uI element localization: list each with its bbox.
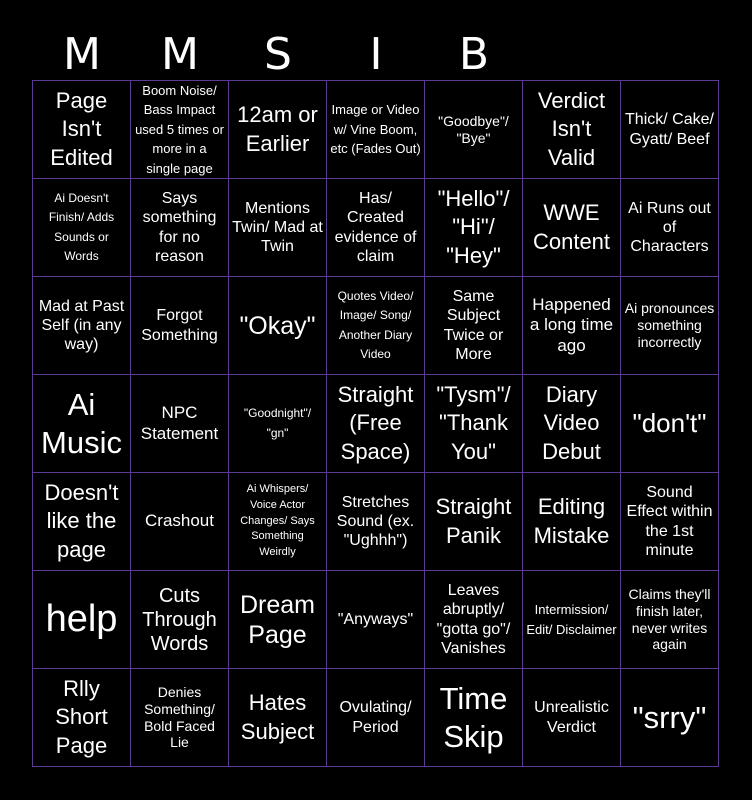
bingo-cell[interactable]: Stretches Sound (ex. "Ughhh") [327, 473, 425, 571]
bingo-cell[interactable]: "Hello"/ "Hi"/ "Hey" [425, 179, 523, 277]
bingo-cell[interactable]: Doesn't like the page [33, 473, 131, 571]
bingo-cell[interactable]: Boom Noise/ Bass Impact used 5 times or more in a single page [131, 81, 229, 179]
bingo-cell[interactable]: "Goodbye"/ "Bye" [425, 81, 523, 179]
bingo-cell[interactable]: Says something for no reason [131, 179, 229, 277]
bingo-cell[interactable]: Sound Effect within the 1st minute [621, 473, 719, 571]
bingo-cell[interactable]: Claims they'll finish later, never writes again [621, 571, 719, 669]
bingo-cell[interactable]: Mad at Past Self (in any way) [33, 277, 131, 375]
bingo-cell[interactable]: Ai Doesn't Finish/ Adds Sounds or Words [33, 179, 131, 277]
bingo-cell[interactable]: Ai Music [33, 375, 131, 473]
bingo-cell[interactable]: Verdict Isn't Valid [523, 81, 621, 179]
bingo-cell[interactable]: "srry" [621, 669, 719, 767]
bingo-cell[interactable]: Crashout [131, 473, 229, 571]
bingo-cell[interactable]: Ovulating/ Period [327, 669, 425, 767]
bingo-cell[interactable]: "Anyways" [327, 571, 425, 669]
bingo-cell[interactable]: Ai Runs out of Characters [621, 179, 719, 277]
bingo-cell[interactable]: Unrealistic Verdict [523, 669, 621, 767]
bingo-cell[interactable]: Dream Page [229, 571, 327, 669]
free-space-cell[interactable]: Straight (Free Space) [327, 375, 425, 473]
bingo-cell[interactable]: Denies Something/ Bold Faced Lie [131, 669, 229, 767]
bingo-cell[interactable]: help [33, 571, 131, 669]
bingo-cell[interactable]: NPC Statement [131, 375, 229, 473]
bingo-cell[interactable]: "don't" [621, 375, 719, 473]
bingo-cell[interactable]: Intermission/ Edit/ Disclaimer [523, 571, 621, 669]
bingo-cell[interactable]: Forgot Something [131, 277, 229, 375]
bingo-cell[interactable]: Time Skip [425, 669, 523, 767]
bingo-cell[interactable]: Image or Video w/ Vine Boom, etc (Fades Out) [327, 81, 425, 179]
bingo-cell[interactable]: Straight Panik [425, 473, 523, 571]
bingo-header [33, 30, 719, 80]
bingo-cell[interactable]: "Goodnight"/ "gn" [229, 375, 327, 473]
bingo-cell[interactable]: Leaves abruptly/ "gotta go"/ Vanishes [425, 571, 523, 669]
header-letter-s: S [264, 29, 292, 80]
bingo-card-grid [32, 80, 719, 767]
bingo-cell[interactable]: "Tysm"/ "Thank You" [425, 375, 523, 473]
header-letter-b: B [458, 29, 490, 80]
header-letter-m1: M [63, 29, 101, 80]
bingo-cell[interactable]: 12am or Earlier [229, 81, 327, 179]
header-letter-m2: M [161, 29, 199, 80]
bingo-cell[interactable]: Page Isn't Edited [33, 81, 131, 179]
bingo-cell[interactable]: WWE Content [523, 179, 621, 277]
bingo-cell[interactable]: Diary Video Debut [523, 375, 621, 473]
bingo-cell[interactable]: "Okay" [229, 277, 327, 375]
bingo-cell[interactable]: Ai Whispers/ Voice Actor Changes/ Says Something Weirdly [229, 473, 327, 571]
bingo-cell[interactable]: Editing Mistake [523, 473, 621, 571]
bingo-cell[interactable]: Mentions Twin/ Mad at Twin [229, 179, 327, 277]
bingo-cell[interactable]: Cuts Through Words [131, 571, 229, 669]
bingo-cell[interactable]: Rlly Short Page [33, 669, 131, 767]
bingo-cell[interactable]: Has/ Created evidence of claim [327, 179, 425, 277]
bingo-cell[interactable]: Hates Subject [229, 669, 327, 767]
bingo-cell[interactable]: Ai pronounces something incorrectly [621, 277, 719, 375]
bingo-cell[interactable]: Same Subject Twice or More [425, 277, 523, 375]
bingo-cell[interactable]: Quotes Video/ Image/ Song/ Another Diary Video [327, 277, 425, 375]
bingo-cell[interactable]: Happened a long time ago [523, 277, 621, 375]
header-letter-i: I [369, 29, 383, 80]
bingo-cell[interactable]: Thick/ Cake/ Gyatt/ Beef [621, 81, 719, 179]
